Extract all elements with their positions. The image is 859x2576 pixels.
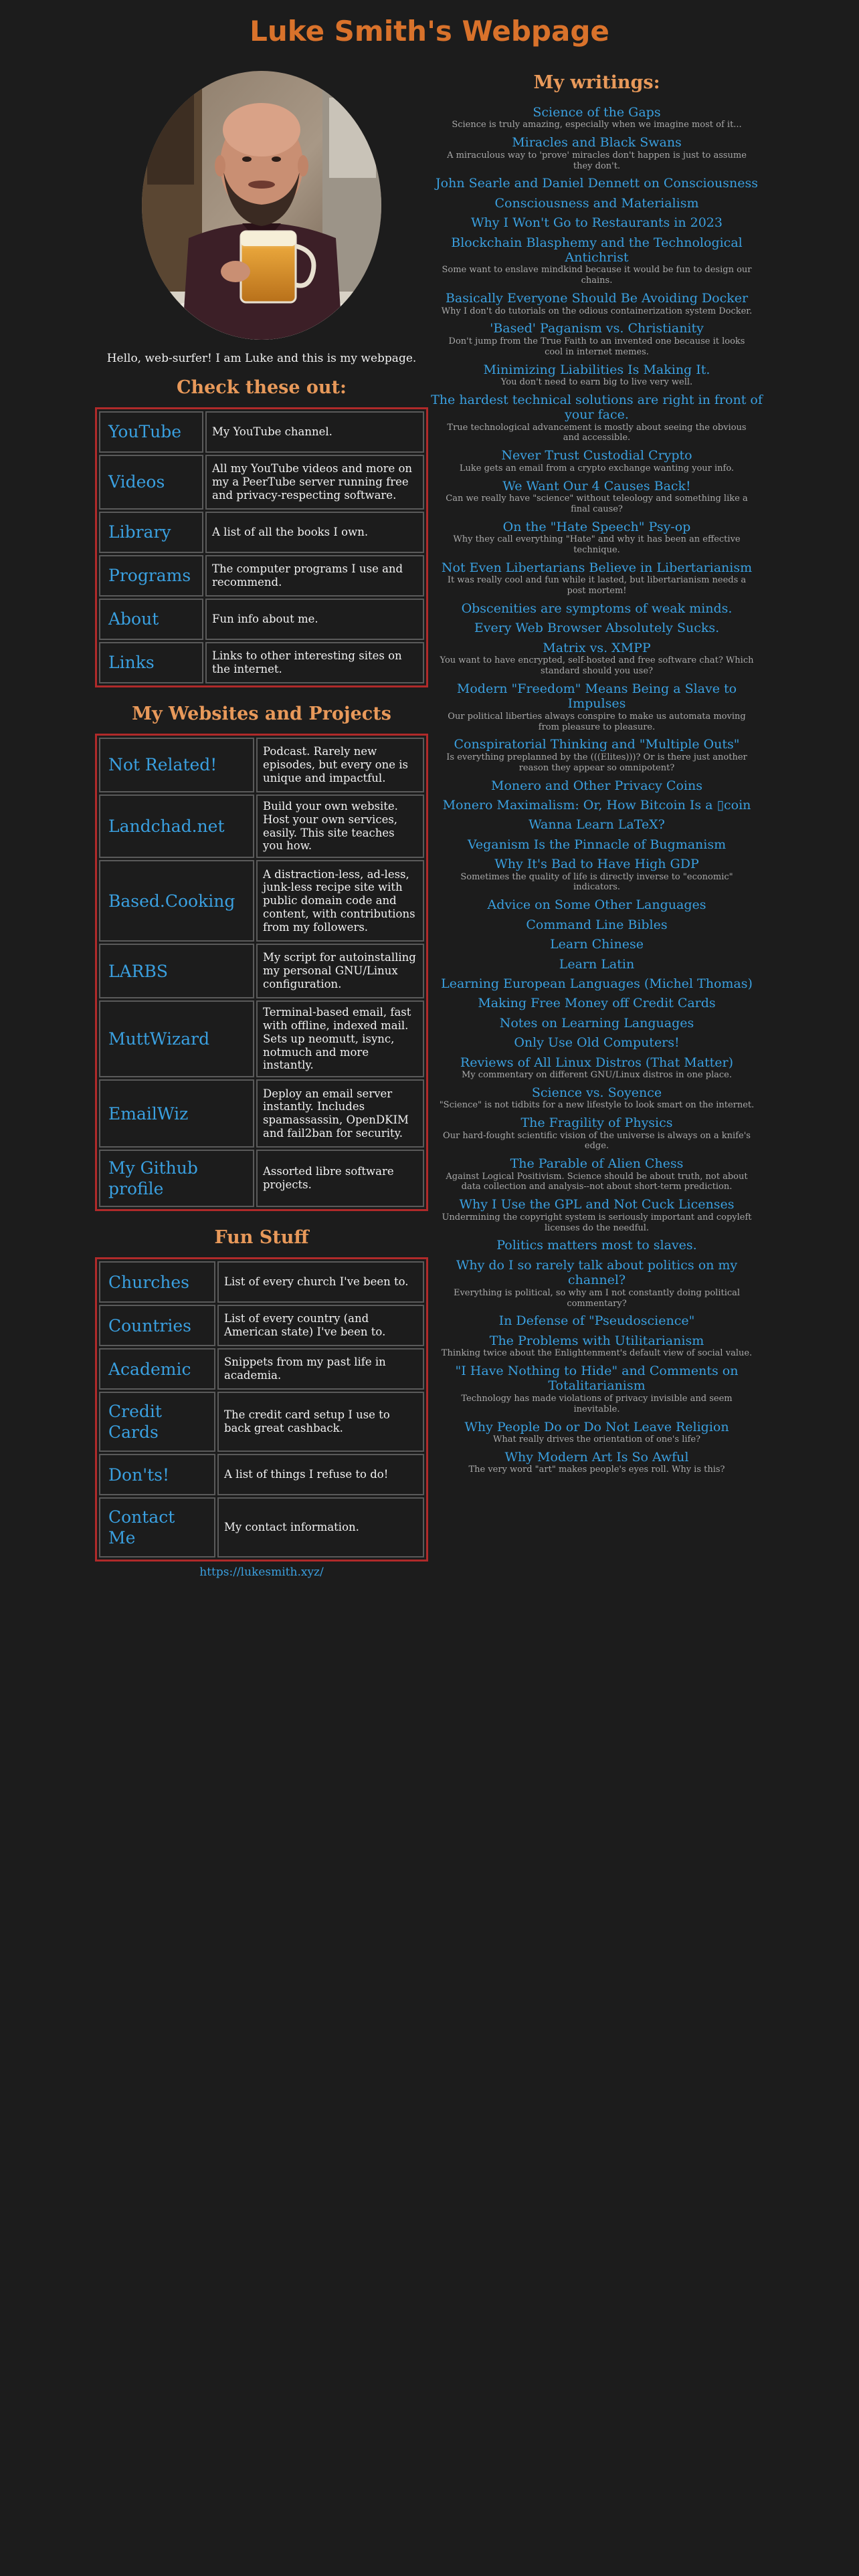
writing-item xyxy=(430,1085,764,1111)
writing-description: Our political liberties always conspire to make us automata moving from pleasure to pleasure. xyxy=(448,711,746,732)
writing-title-link[interactable]: Why I Won't Go to Restaurants in 2023 xyxy=(471,215,723,231)
table-row xyxy=(99,1079,424,1148)
writing-item xyxy=(430,448,764,473)
writings-heading: My writings: xyxy=(533,72,660,93)
writing-title-link[interactable]: Monero and Other Privacy Coins xyxy=(491,778,702,793)
writing-item xyxy=(430,681,764,733)
link-description: The credit card setup I use to back great cashback. xyxy=(217,1392,424,1452)
table-row xyxy=(99,738,424,792)
writing-item xyxy=(430,918,764,932)
table-row xyxy=(99,642,424,683)
writing-item xyxy=(430,737,764,773)
link-library[interactable]: Library xyxy=(99,512,203,553)
writing-item xyxy=(430,1258,764,1309)
writing-title-link[interactable]: The Fragility of Physics xyxy=(520,1115,673,1131)
writing-item xyxy=(430,857,764,893)
link-description: A list of things I refuse to do! xyxy=(217,1454,424,1495)
link-description: The computer programs I use and recommend. xyxy=(205,555,424,597)
writing-title-link[interactable]: Why do I so rarely talk about politics on my channel? xyxy=(456,1257,738,1288)
writing-item xyxy=(430,1197,764,1233)
writing-description: Is everything preplanned by the (((Elites)))? Or is there just another reason they appear so omnipotent? xyxy=(446,752,747,773)
writing-title-link[interactable]: Why It's Bad to Have High GDP xyxy=(494,857,699,872)
link-larbs[interactable]: LARBS xyxy=(99,944,254,998)
writing-item xyxy=(430,520,764,556)
writing-title-link[interactable]: Command Line Bibles xyxy=(526,917,668,932)
link-academic[interactable]: Academic xyxy=(99,1348,215,1390)
link-based-cooking[interactable]: Based.Cooking xyxy=(99,860,254,942)
link-programs[interactable]: Programs xyxy=(99,555,203,597)
table-row xyxy=(99,411,424,453)
writing-item xyxy=(430,1055,764,1081)
link-description: My YouTube channel. xyxy=(205,411,424,453)
writing-title-link[interactable]: Not Even Libertarians Believe in Libertarianism xyxy=(441,560,753,575)
link-description: Assorted libre software projects. xyxy=(256,1150,424,1207)
writing-title-link[interactable]: Wanna Learn LaTeX? xyxy=(529,817,665,833)
writing-item xyxy=(430,817,764,832)
link-description: A list of all the books I own. xyxy=(205,512,424,553)
writing-description: My commentary on different GNU/Linux distros in one place. xyxy=(462,1069,732,1080)
writing-item xyxy=(430,1333,764,1359)
writing-title-link[interactable]: Why Modern Art Is So Awful xyxy=(504,1449,689,1465)
writing-item xyxy=(430,837,764,852)
link-description: A distraction-less, ad-less, junk-less recipe site with public domain code and content, with contributions from my followers. xyxy=(256,860,424,942)
writing-description: Against Logical Positivism. Science should be about truth, not about data collection and analysis--not about short-term prediction. xyxy=(446,1171,748,1192)
writing-item xyxy=(430,560,764,597)
writing-title-link[interactable]: Science vs. Soyence xyxy=(531,1085,662,1100)
writing-title-link[interactable]: Why I Use the GPL and Not Cuck Licenses xyxy=(459,1197,735,1212)
link-description: Snippets from my past life in academia. xyxy=(217,1348,424,1390)
link-description: Build your own website. Host your own services, easily. This site teaches you how. xyxy=(256,794,424,858)
link-description: Fun info about me. xyxy=(205,599,424,640)
writing-description: Science is truly amazing, especially when we imagine most of it... xyxy=(452,120,742,130)
fun-stuff-heading: Fun Stuff xyxy=(214,1227,309,1249)
writing-title-link[interactable]: "I Have Nothing to Hide" and Comments on Totalitarianism xyxy=(455,1364,739,1394)
link-donts[interactable]: Don'ts! xyxy=(99,1454,215,1495)
fun-stuff-table xyxy=(95,1257,428,1562)
writing-title-link[interactable]: On the "Hate Speech" Psy-op xyxy=(502,519,691,534)
table-row xyxy=(99,1497,424,1558)
writing-description: Can we really have "science" without teleology and something like a final cause? xyxy=(446,494,748,514)
writing-item xyxy=(430,778,764,793)
link-description: All my YouTube videos and more on my a PeerTube server running free and privacy-respecting software. xyxy=(205,455,424,510)
writing-description: Some want to enslave mindkind because it would be fun to design our chains. xyxy=(442,265,752,286)
footer-url-link[interactable]: https://lukesmith.xyz/ xyxy=(199,1566,324,1580)
table-row xyxy=(99,455,424,510)
table-row xyxy=(99,1392,424,1452)
link-github-profile[interactable]: My Github profile xyxy=(99,1150,254,1207)
link-description: My script for autoinstalling my personal GNU/Linux configuration. xyxy=(256,944,424,998)
link-links[interactable]: Links xyxy=(99,642,203,683)
writing-description: Technology has made violations of privacy invisible and seem inevitable. xyxy=(461,1393,733,1414)
writing-title-link[interactable]: Why People Do or Do Not Leave Religion xyxy=(464,1419,729,1434)
writing-title-link[interactable]: John Searle and Daniel Dennett on Consciousness xyxy=(436,176,758,191)
writing-item xyxy=(430,176,764,191)
link-youtube[interactable]: YouTube xyxy=(99,411,203,453)
writing-item xyxy=(430,362,764,388)
writing-title-link[interactable]: In Defense of "Pseudoscience" xyxy=(498,1313,695,1329)
writing-description: What really drives the orientation of one's life? xyxy=(492,1434,701,1445)
link-countries[interactable]: Countries xyxy=(99,1305,215,1346)
writing-description: The very word "art" makes people's eyes roll. Why is this? xyxy=(468,1465,725,1475)
table-row xyxy=(99,599,424,640)
writing-title-link[interactable]: Consciousness and Materialism xyxy=(494,195,699,211)
link-not-related[interactable]: Not Related! xyxy=(99,738,254,792)
writing-description: True technological advancement is mostly about seeing the obvious and accessible. xyxy=(447,422,747,443)
writing-title-link[interactable]: Learning European Languages (Michel Thomas) xyxy=(441,976,753,991)
table-row xyxy=(99,1261,424,1303)
writing-title-link[interactable]: Learn Chinese xyxy=(550,937,644,952)
writing-description: Why they call everything "Hate" and why it has been an effective technique. xyxy=(453,534,741,555)
writing-description: Luke gets an email from a crypto exchange wanting your info. xyxy=(459,463,735,473)
writing-item xyxy=(430,1035,764,1050)
writing-title-link[interactable]: Only Use Old Computers! xyxy=(514,1035,680,1051)
writing-title-link[interactable]: The Parable of Alien Chess xyxy=(510,1156,684,1172)
link-description: Podcast. Rarely new episodes, but every one is unique and impactful. xyxy=(256,738,424,792)
writing-item xyxy=(430,976,764,991)
writing-title-link[interactable]: The hardest technical solutions are right in front of your face. xyxy=(431,392,763,423)
link-churches[interactable]: Churches xyxy=(99,1261,215,1303)
writing-description: Sometimes the quality of life is directly inverse to "economic" indicators. xyxy=(460,871,733,893)
writing-item xyxy=(430,996,764,1010)
link-about[interactable]: About xyxy=(99,599,203,640)
writing-item xyxy=(430,196,764,211)
writing-item xyxy=(430,621,764,635)
table-row xyxy=(99,1000,424,1077)
writing-title-link[interactable]: Making Free Money off Credit Cards xyxy=(478,996,716,1011)
table-row xyxy=(99,1305,424,1346)
check-these-out-table xyxy=(95,407,428,687)
table-row xyxy=(99,1150,424,1207)
writing-description: Don't jump from the True Faith to an invented one because it looks cool in internet memes. xyxy=(448,336,745,357)
check-these-out-heading: Check these out: xyxy=(177,377,347,398)
page-title: Luke Smith's Webpage xyxy=(250,15,609,47)
writing-item xyxy=(430,1420,764,1445)
link-description: List of every church I've been to. xyxy=(217,1261,424,1303)
writing-item xyxy=(430,105,764,130)
writing-title-link[interactable]: Minimizing Liabilities Is Making It. xyxy=(483,362,710,377)
writing-item xyxy=(430,897,764,912)
writing-item xyxy=(430,641,764,677)
writing-item xyxy=(430,321,764,357)
writings-column xyxy=(430,70,764,1480)
writing-item xyxy=(430,601,764,616)
writing-item xyxy=(430,291,764,316)
writing-title-link[interactable]: Notes on Learning Languages xyxy=(499,1015,694,1031)
writing-item xyxy=(430,1364,764,1415)
writing-title-link[interactable]: We Want Our 4 Causes Back! xyxy=(502,478,691,494)
table-row xyxy=(99,860,424,942)
writing-description: A miraculous way to 'prove' miracles don't happen is just to assume they don't. xyxy=(447,150,747,171)
link-credit-cards[interactable]: Credit Cards xyxy=(99,1392,215,1452)
writing-item xyxy=(430,1450,764,1475)
writings-list xyxy=(430,105,764,1475)
writing-title-link[interactable]: Modern "Freedom" Means Being a Slave to Impulses xyxy=(456,681,737,712)
table-row xyxy=(99,555,424,597)
writing-title-link[interactable]: Matrix vs. XMPP xyxy=(543,640,651,655)
writing-title-link[interactable]: Learn Latin xyxy=(559,956,635,972)
writing-title-link[interactable]: Science of the Gaps xyxy=(533,105,661,120)
link-description: List of every country (and American state) I've been to. xyxy=(217,1305,424,1346)
link-emailwiz[interactable]: EmailWiz xyxy=(99,1079,254,1148)
table-row xyxy=(99,794,424,858)
link-description: My contact information. xyxy=(217,1497,424,1558)
writing-title-link[interactable]: The Problems with Utilitarianism xyxy=(489,1333,704,1348)
link-description: Terminal-based email, fast with offline, indexed mail. Sets up neomutt, isync, notmuch and more instantly. xyxy=(256,1000,424,1077)
writing-description: Thinking twice about the Enlightenment's default view of social value. xyxy=(441,1348,753,1359)
writing-item xyxy=(430,393,764,444)
writing-title-link[interactable]: Never Trust Custodial Crypto xyxy=(501,448,692,463)
writing-item xyxy=(430,1238,764,1253)
left-column xyxy=(95,70,428,1579)
writing-description: Everything is political, so why am I not constantly doing political commentary? xyxy=(453,1287,741,1309)
writing-item xyxy=(430,798,764,813)
writing-item xyxy=(430,135,764,171)
portrait-photo xyxy=(142,71,381,340)
writing-title-link[interactable]: 'Based' Paganism vs. Christianity xyxy=(490,321,704,336)
writing-title-link[interactable]: Reviews of All Linux Distros (That Matter) xyxy=(460,1055,734,1070)
writing-title-link[interactable]: Monero Maximalism: Or, How Bitcoin Is a ▯coin xyxy=(442,797,751,813)
writing-description: It was really cool and fun while it lasted, but libertarianism needs a post mortem! xyxy=(447,575,747,597)
writing-title-link[interactable]: Every Web Browser Absolutely Sucks. xyxy=(474,621,720,636)
writing-item xyxy=(430,1016,764,1031)
writing-title-link[interactable]: Advice on Some Other Languages xyxy=(487,897,706,913)
writing-item xyxy=(430,479,764,515)
writing-description: You don't need to earn big to live very well. xyxy=(500,377,693,387)
websites-projects-table xyxy=(95,734,428,1211)
writing-description: You want to have encrypted, self-hosted and free software chat? Which standard should you use? xyxy=(440,655,754,677)
link-description: Links to other interesting sites on the internet. xyxy=(205,642,424,683)
table-row xyxy=(99,944,424,998)
writing-item xyxy=(430,937,764,952)
writing-title-link[interactable]: Miracles and Black Swans xyxy=(512,135,682,150)
greeting-text: Hello, web-surfer! I am Luke and this is my webpage. xyxy=(106,352,417,365)
writing-description: Undermining the copyright system is seriously important and copyleft licenses do the needful. xyxy=(442,1212,752,1233)
writing-item xyxy=(430,215,764,230)
table-row xyxy=(99,1454,424,1495)
writing-title-link[interactable]: Basically Everyone Should Be Avoiding Docker xyxy=(445,291,749,306)
link-videos[interactable]: Videos xyxy=(99,455,203,510)
link-landchad[interactable]: Landchad.net xyxy=(99,794,254,858)
writing-description: Our hard-fought scientific vision of the universe is always on a knife's edge. xyxy=(443,1130,751,1152)
writing-item xyxy=(430,957,764,972)
writing-title-link[interactable]: Veganism Is the Pinnacle of Bugmanism xyxy=(467,837,727,852)
writing-item xyxy=(430,1156,764,1192)
writing-title-link[interactable]: Politics matters most to slaves. xyxy=(496,1238,697,1253)
websites-projects-heading: My Websites and Projects xyxy=(132,704,391,724)
writing-item xyxy=(430,1313,764,1328)
writing-title-link[interactable]: Obscenities are symptoms of weak minds. xyxy=(461,601,733,616)
writing-description: "Science" is not tidbits for a new lifestyle to look smart on the internet. xyxy=(439,1100,755,1111)
writing-title-link[interactable]: Conspiratorial Thinking and "Multiple Outs" xyxy=(454,737,740,752)
writing-item xyxy=(430,1115,764,1152)
writing-title-link[interactable]: Blockchain Blasphemy and the Technological Antichrist xyxy=(451,235,743,265)
table-row xyxy=(99,512,424,553)
link-muttwizard[interactable]: MuttWizard xyxy=(99,1000,254,1077)
table-row xyxy=(99,1348,424,1390)
link-contact-me[interactable]: Contact Me xyxy=(99,1497,215,1558)
link-description: Deploy an email server instantly. Includes spamassassin, OpenDKIM and fail2ban for security. xyxy=(256,1079,424,1148)
writing-description: Why I don't do tutorials on the odious containerization system Docker. xyxy=(441,306,753,316)
writing-item xyxy=(430,235,764,287)
